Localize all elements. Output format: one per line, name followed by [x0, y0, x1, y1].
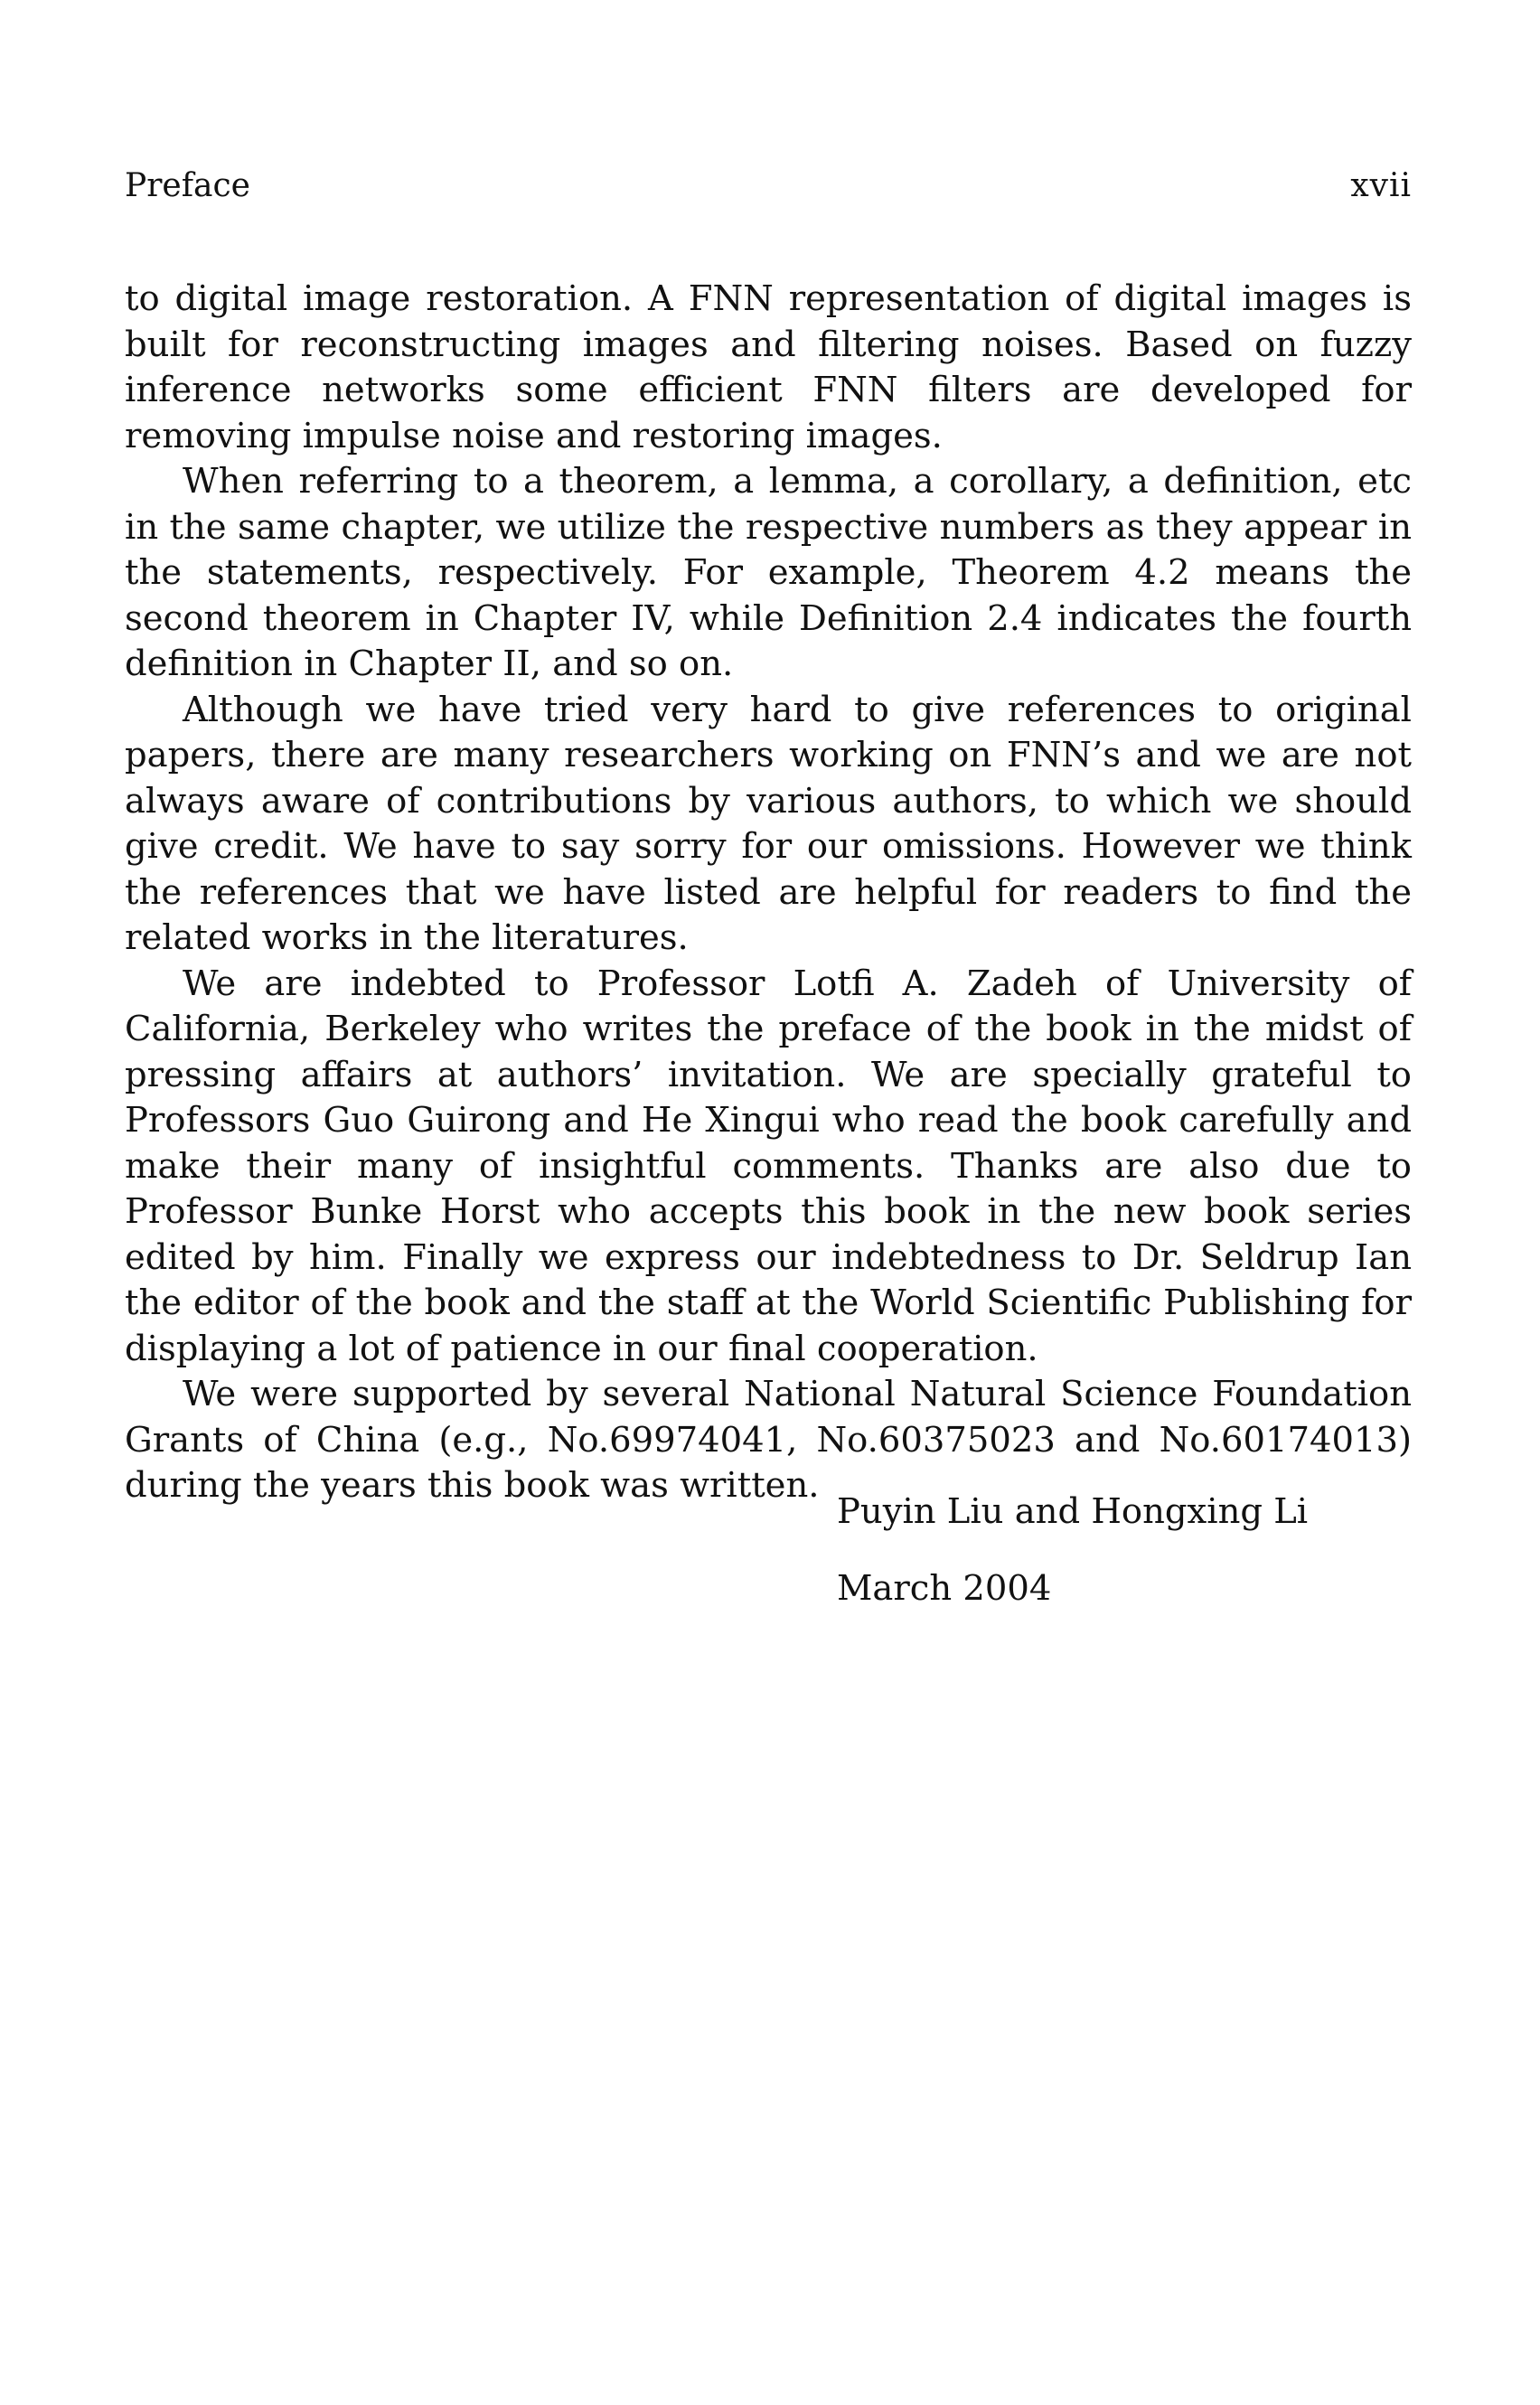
signature-date: March 2004 — [837, 1568, 1052, 1609]
signature-block — [837, 1489, 1308, 1611]
paragraph-acknowledgements: We are indebted to Professor Lotfi A. Zadeh of University of California, Berkeley who writes the preface of the book in the midst of pressing affairs at authors’ invitation. We are specially grateful to Professors Guo Guirong and He Xingui who read the book carefully and make their many of insightful comments. Thanks are also due to Professor Bunke Horst who accepts this book in the new book series edited by him. Finally we express our indebtedness to Dr. Seldrup Ian the editor of the book and the staff at the World Scientific Publishing for displaying a lot of patience in our final cooperation. — [125, 963, 1412, 1369]
preface-body — [125, 277, 1412, 1509]
running-head-title: Preface — [125, 167, 250, 204]
paragraph-funding: We were supported by several National Natural Science Foundation Grants of China (e.g., No.69974041, No.60375023 and No.60174013) during the years this book was written. — [125, 1374, 1412, 1506]
paragraph-numbering-conventions: When referring to a theorem, a lemma, a corollary, a definition, etc in the same chapter, we utilize the respective numbers as they appear in the statements, respectively. For example, Theorem 4.2 means the second theorem in Chapter IV, while Definition 2.4 indicates the fourth definition in Chapter II, and so on. — [125, 461, 1412, 684]
paragraph-continuation: to digital image restoration. A FNN representation of digital images is built for reconstructing images and filtering noises. Based on fuzzy inference networks some efficient FNN filters are developed for removing impulse noise and restoring images. — [125, 278, 1412, 456]
signature-authors: Puyin Liu and Hongxing Li — [837, 1491, 1309, 1532]
page-number: xvii — [1350, 167, 1412, 204]
running-head — [125, 161, 1412, 211]
paragraph-references: Although we have tried very hard to give references to original papers, there are many researchers working on FNN’s and we are not always aware of contributions by various authors, to which we should give credit. We have to say sorry for our omissions. However we think the references that we have listed are helpful for readers to find the related works in the literatures. — [125, 689, 1412, 958]
